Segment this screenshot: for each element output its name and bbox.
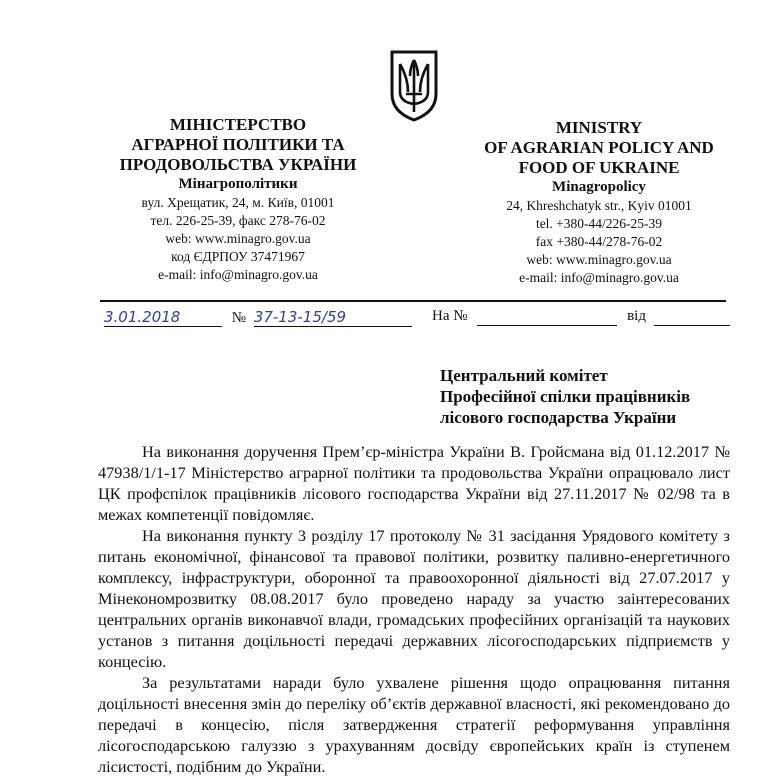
reply-number-label: На №	[432, 308, 468, 324]
reply-number-field	[477, 308, 617, 326]
reply-from-label: від	[627, 308, 646, 324]
number-label: №	[231, 310, 247, 326]
ministry-fax: fax +380-44/278-76-02	[535, 234, 663, 249]
ministry-short-name: Мінагрополітики	[178, 176, 298, 192]
ministry-phone: тел. 226-25-39, факс 278-76-02	[150, 213, 326, 228]
body-paragraph: На виконання доручення Прем’єр-міністра України В. Гройсмана від 01.12.2017 № 47938/1/1-17 Міністерство аграрної політики та продовольства України опрацювало лист ЦК профспілок працівників лісового господарства України від 27.11.2017 № 02/98 та в межах компетенції повідомляє.	[98, 442, 730, 524]
body-paragraph: За результатами наради було ухвалене рішення щодо опрацювання питання доцільності внесення змін до переліку об’єктів державної власності, які рекомендовано до передачі в концесію, після затвердження стратегії реформування управління лісогосподарською галуззю з урахуванням досвіду європейських країн із ступенем лісистості, подібним до України.	[98, 673, 730, 776]
ministry-title-line: АГРАРНОЇ ПОЛІТИКИ ТА	[131, 135, 345, 154]
addressee-line: лісового господарства України	[440, 408, 677, 427]
ministry-title-line: МІНІСТЕРСТВО	[169, 115, 307, 134]
outgoing-reference	[104, 308, 412, 327]
ministry-title-line: FOOD OF UKRAINE	[518, 158, 680, 177]
addressee-line: Центральний комітет	[440, 366, 608, 385]
letter-body	[98, 441, 730, 777]
ministry-phone: tel. +380-44/226-25-39	[535, 216, 663, 231]
ministry-short-name: Minagropolicy	[552, 179, 646, 195]
incoming-reference	[432, 308, 730, 326]
addressee-block	[440, 365, 690, 428]
trident-emblem-icon	[388, 48, 440, 124]
ministry-address: вул. Хрещатик, 24, м. Київ, 01001	[141, 195, 335, 210]
ministry-title-line: MINISTRY	[555, 118, 643, 137]
ministry-header-english	[448, 118, 750, 287]
ministry-title-line: ПРОДОВОЛЬСТВА УКРАЇНИ	[119, 155, 357, 174]
header-divider	[100, 300, 726, 302]
addressee-line: Професійної спілки працівників	[440, 387, 691, 406]
reply-date-field	[654, 308, 730, 326]
ministry-email: e-mail: info@minagro.gov.ua	[158, 267, 318, 282]
letter-date: 3.01.2018	[104, 308, 222, 327]
ministry-code: код ЄДРПОУ 37471967	[171, 249, 305, 264]
ministry-web: web: www.minagro.gov.ua	[526, 252, 672, 267]
letter-number: 37-13-15/59	[254, 308, 412, 327]
body-paragraph: На виконання пункту 3 розділу 17 протоколу № 31 засідання Урядового комітету з питань економічної, фінансової та правової політики, розвитку паливно-енергетичного комплексу, інфраструктури, оборонної та правоохоронної діяльності від 27.07.2017 у Мінекономрозвитку 08.08.2017 було проведено нараду за участю заінтересованих центральних органів виконавчої влади, громадських професійних організацій та наукових установ з питання доцільності передачі державних лісогосподарських підприємств у концесію.	[98, 526, 730, 671]
ministry-title-line: OF AGRARIAN POLICY AND	[484, 138, 714, 157]
ministry-header-ukrainian	[88, 115, 388, 284]
ministry-web: web: www.minagro.gov.ua	[165, 231, 311, 246]
ministry-email: e-mail: info@minagro.gov.ua	[519, 270, 679, 285]
ministry-address: 24, Khreshchatyk str., Kyiv 01001	[506, 198, 692, 213]
